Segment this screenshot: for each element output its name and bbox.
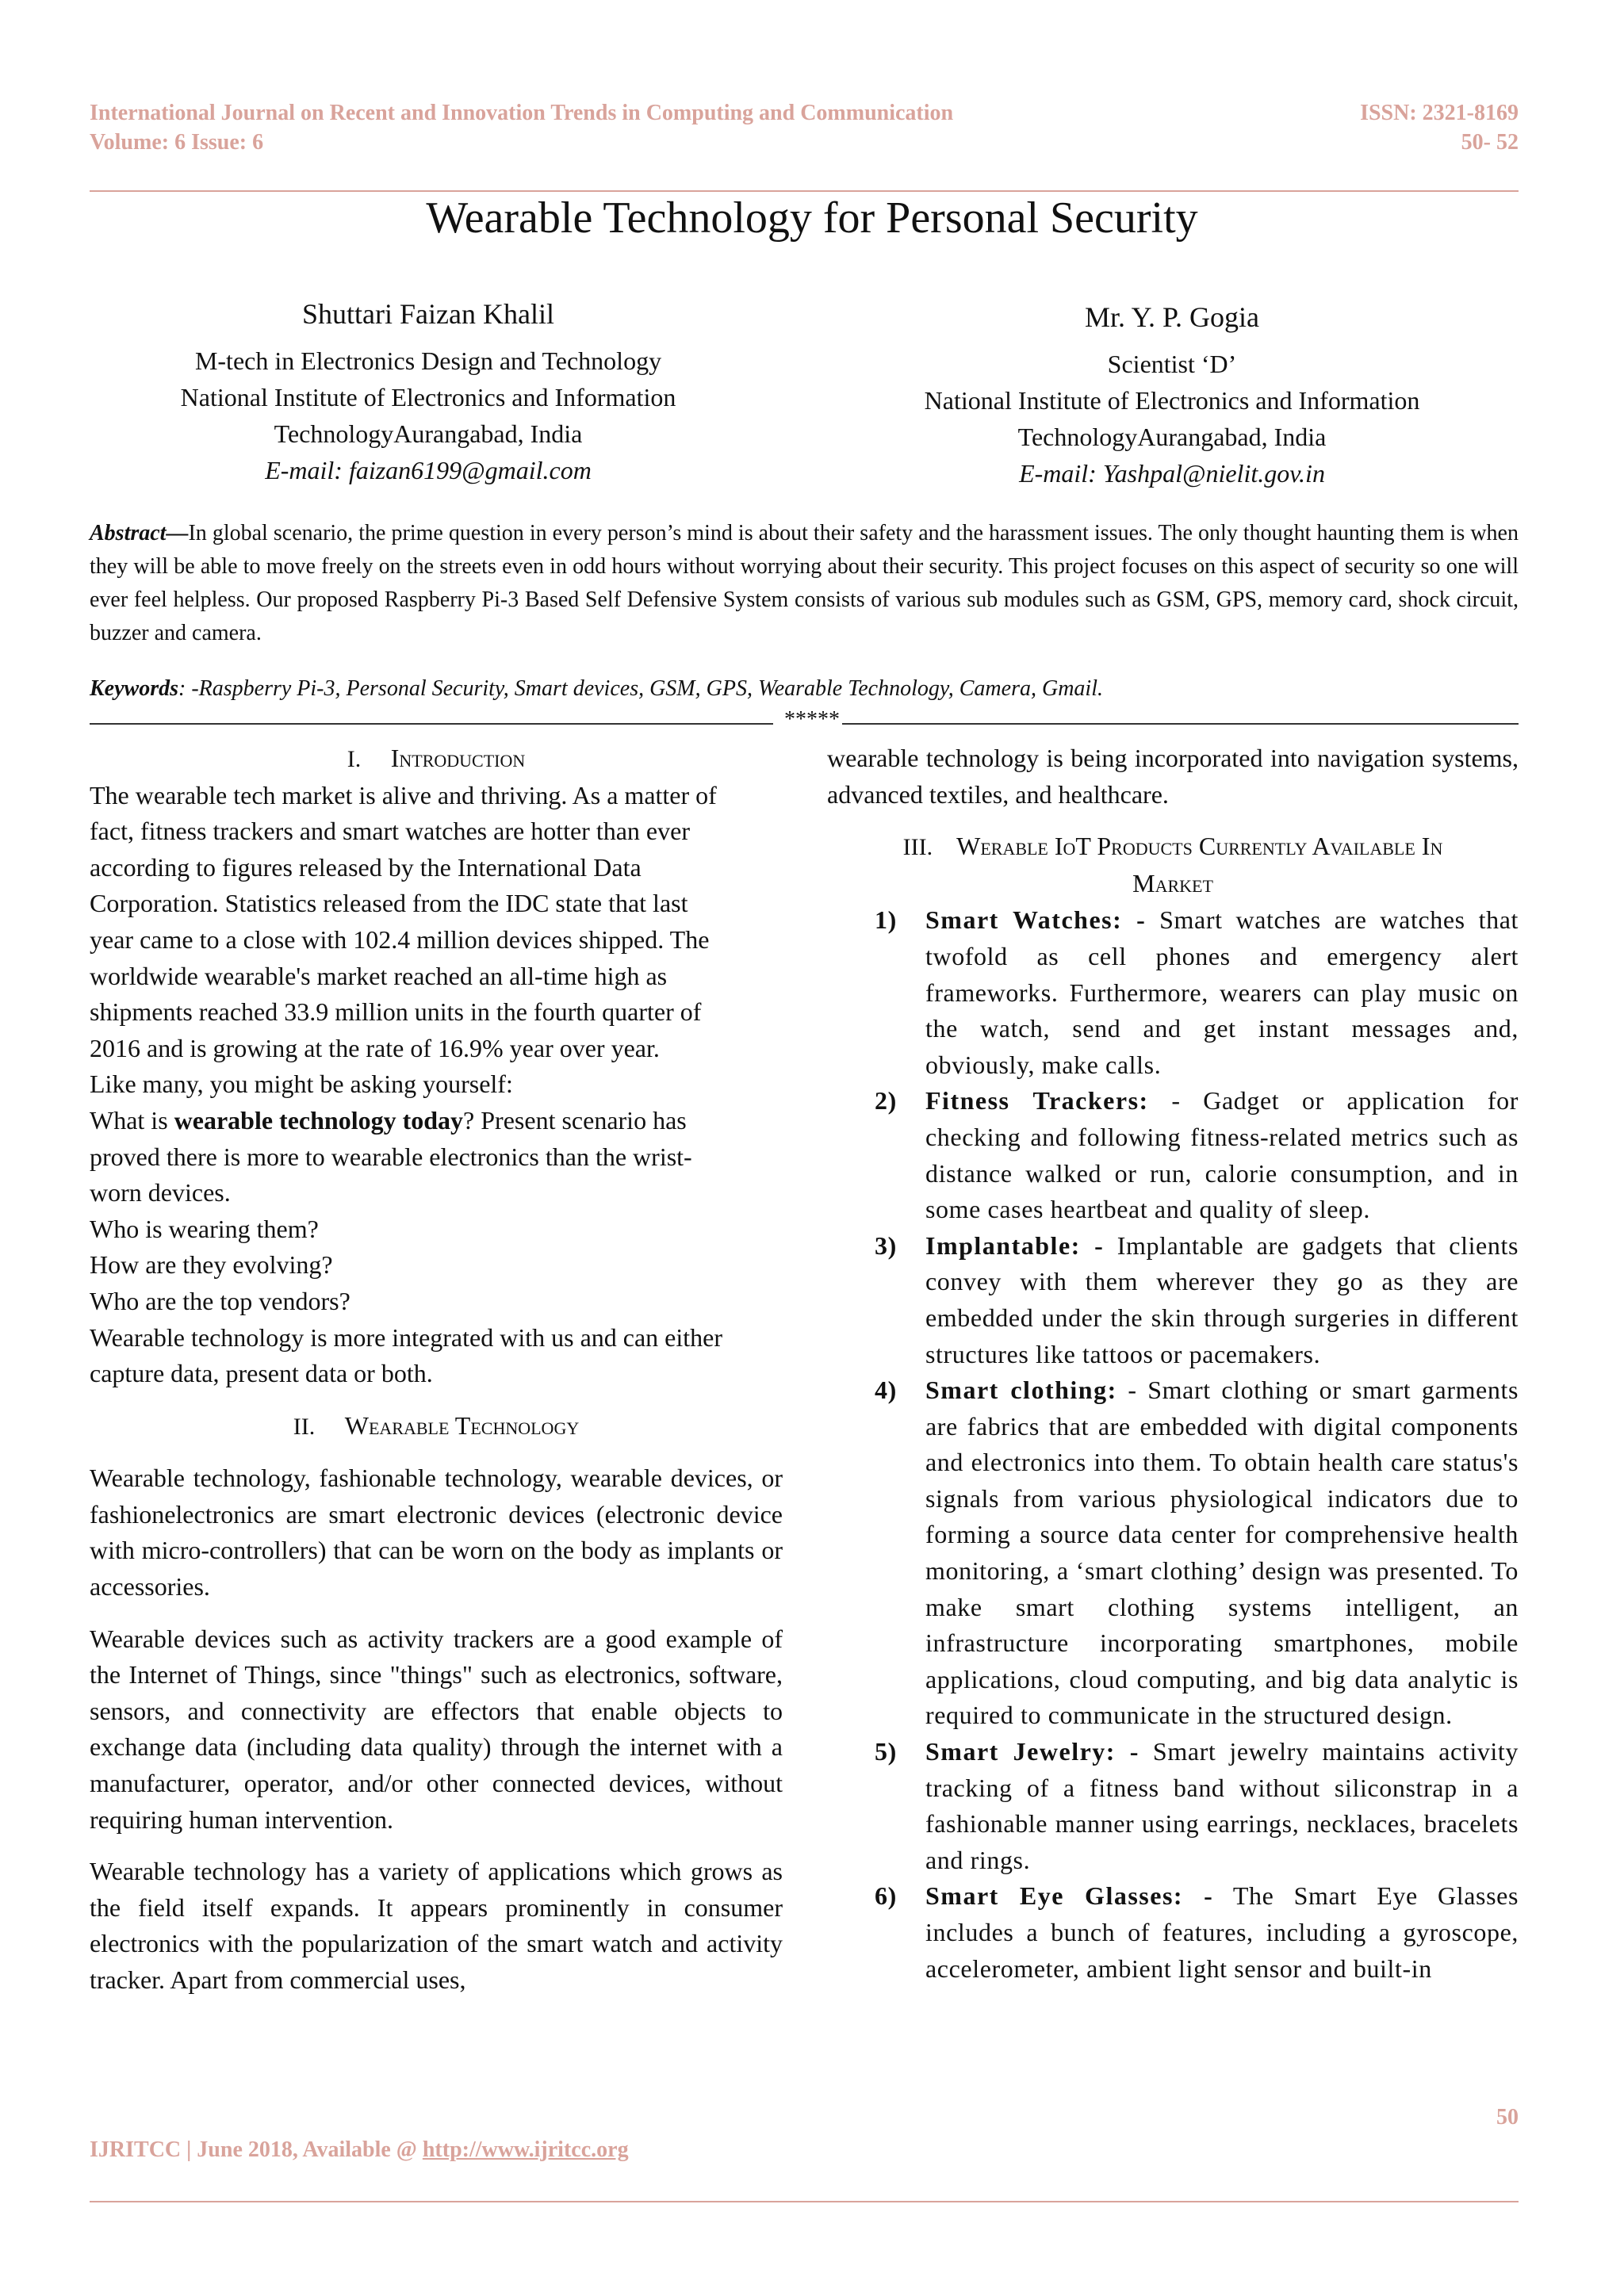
keywords-label: Keywords	[90, 676, 178, 701]
divider-right	[842, 723, 1519, 725]
section-title: Werable IoT Products Currently Available In	[956, 832, 1443, 861]
author-name: Shuttari Faizan Khalil	[302, 298, 554, 330]
page-range: 50- 52	[1461, 130, 1519, 155]
section-heading-introduction	[90, 740, 783, 778]
author-role: Scientist ‘D’	[1107, 350, 1237, 378]
author-location: TechnologyAurangabad, India	[1017, 423, 1327, 451]
item-number: 6)	[875, 1881, 897, 1911]
intro-line: The wearable tech market is alive and thriving. As a matter of	[90, 780, 717, 809]
list-item	[827, 1083, 1519, 1227]
item-term: Smart Eye Glasses: -	[925, 1881, 1214, 1911]
item-text: Smart watches are watches that twofold as cell phones and emergency alert frameworks. Furthermore, wearers can play music on the watch, send and get instant messages and, obviously, make calls.	[925, 905, 1519, 1079]
list-item	[827, 1878, 1519, 1987]
left-column	[90, 740, 783, 1999]
section-number: I.	[347, 746, 362, 772]
question-prefix: What is	[90, 1105, 174, 1135]
item-term: Smart clothing:	[925, 1376, 1117, 1405]
paragraph: Wearable technology, fashionable technology, wearable devices, or fashionelectronics are smart electronic devices (electronic device with micro-controllers) that can be worn on the body as implants or accessories.	[90, 1464, 783, 1601]
author-role: M-tech in Electronics Design and Technology	[194, 346, 662, 375]
section-heading-wearable-technology	[90, 1408, 783, 1445]
footer-rule	[90, 2201, 1519, 2202]
section-number: III.	[902, 834, 933, 861]
journal-header-meta	[1360, 98, 1519, 157]
intro-line: Who is wearing them?	[90, 1214, 319, 1243]
journal-volume: Volume: 6 Issue: 6	[90, 130, 264, 155]
author-email: E-mail: faizan6199@gmail.com	[265, 456, 592, 484]
item-number: 2)	[875, 1086, 897, 1115]
author-name: Mr. Y. P. Gogia	[1084, 301, 1260, 333]
item-text: Smart jewelry maintains activity tracking of a fitness band without siliconstrap in a fashionable manner using earrings, necklaces, bracelets and rings.	[925, 1737, 1519, 1874]
item-number: 5)	[875, 1737, 897, 1766]
author-block-2	[831, 297, 1513, 492]
section-title-continued: Market	[1132, 868, 1213, 897]
intro-line: Corporation. Statistics released from the IDC state that last	[90, 889, 688, 918]
item-text: - Gadget or application for checking and following fitness-related metrics such as distance walked or run, calorie consumption, and in some cases heartbeat and quality of sleep.	[925, 1086, 1519, 1224]
page-number: 50	[1496, 2105, 1519, 2130]
intro-line: proved there is more to wearable electronics than the wrist-	[90, 1142, 692, 1171]
item-text: The Smart Eye Glasses includes a bunch of features, including a gyroscope, accelerometer, ambient light sensor and built-in	[925, 1881, 1519, 1983]
list-item	[827, 1228, 1519, 1372]
paper-title: Wearable Technology for Personal Security	[426, 193, 1198, 243]
paragraph: Wearable technology has a variety of applications which grows as the field itself expands. It appears prominently in consumer electronics with the popularization of the smart watch and activity tracker. Apart from commercial uses,	[90, 1857, 783, 1994]
intro-line: fact, fitness trackers and smart watches are hotter than ever	[90, 817, 690, 846]
item-number: 3)	[875, 1230, 897, 1260]
item-text: Implantable are gadgets that clients convey with them wherever they go as they are embedded under the skin through surgeries in different structures like tattoos or pacemakers.	[925, 1230, 1519, 1368]
intro-line: shipments reached 33.9 million units in the fourth quarter of	[90, 997, 702, 1027]
list-item	[827, 1734, 1519, 1878]
footer-text: IJRITCC | June 2018, Available @	[90, 2137, 423, 2162]
item-term: Implantable: -	[925, 1230, 1105, 1260]
list-item	[827, 1372, 1519, 1734]
right-column	[827, 740, 1519, 1987]
journal-link[interactable]: http://www.ijritcc.org	[422, 2137, 629, 2162]
intro-question	[90, 1103, 783, 1139]
intro-line: worldwide wearable's market reached an all-time high as	[90, 961, 668, 990]
intro-line: Like many, you might be asking yourself:	[90, 1070, 513, 1099]
section-title: Wearable Technology	[344, 1410, 580, 1440]
keywords	[90, 672, 1519, 706]
intro-line: Wearable technology is more integrated with us and can either	[90, 1322, 723, 1352]
author-institution: National Institute of Electronics and Information	[180, 383, 676, 411]
author-location: TechnologyAurangabad, India	[274, 419, 583, 448]
intro-line: Who are the top vendors?	[90, 1286, 350, 1315]
author-email: E-mail: Yashpal@nielit.gov.in	[1019, 459, 1325, 488]
list-item	[827, 902, 1519, 1083]
section-separator: *****	[784, 707, 840, 732]
paragraph: Wearable devices such as activity trackers are a good example of the Internet of Things, since "things" such as electronics, software, sensors, and connectivity are effectors that enable objects to exchange data (including data quality) through the internet with a manufacturer, operator, and/or other connected devices, without requiring human intervention.	[90, 1624, 783, 1834]
item-text: - Smart clothing or smart garments are fabrics that are embedded with digital components and electronics into them. To obtain health care status's signals from various physiological indicators due to forming a source data center for comprehensive health monitoring, a ‘smart clothing’ design was presented. To make smart clothing systems intelligent, an infrastructure incorporating smartphones, mobile applications, cloud computing, and big data analytic is required to communicate in the structured design.	[925, 1376, 1519, 1730]
keywords-text: : -Raspberry Pi-3, Personal Security, Smart devices, GSM, GPS, Wearable Technology, Camera, Gmail.	[178, 676, 1103, 701]
item-term: Smart Watches: -	[925, 905, 1147, 935]
journal-name: International Journal on Recent and Innovation Trends in Computing and Communication	[90, 101, 954, 125]
footer	[90, 2136, 629, 2164]
intro-line: worn devices.	[90, 1178, 231, 1207]
author-block-1	[87, 293, 769, 488]
intro-line: year came to a close with 102.4 million devices shipped. The	[90, 924, 710, 954]
item-number: 4)	[875, 1376, 897, 1405]
product-list	[827, 902, 1519, 1987]
section-number: II.	[293, 1413, 316, 1440]
abstract	[90, 517, 1519, 650]
intro-line: 2016 and is growing at the rate of 16.9% year over year.	[90, 1033, 660, 1062]
abstract-label: Abstract—	[90, 521, 189, 545]
section-heading-iot-products	[827, 828, 1519, 902]
intro-line: according to figures released by the International Data	[90, 852, 642, 882]
issn: ISSN: 2321-8169	[1360, 101, 1519, 125]
intro-line: How are they evolving?	[90, 1250, 333, 1280]
paragraph-continuation: wearable technology is being incorporated into navigation systems, advanced textiles, and healthcare.	[827, 744, 1519, 809]
item-term: Smart Jewelry: -	[925, 1737, 1139, 1766]
item-number: 1)	[875, 905, 897, 935]
section-title: Introduction	[390, 744, 526, 772]
abstract-text: In global scenario, the prime question in every person’s mind is about their safety and the harassment issues. The only thought haunting them is when they will be able to move freely on the streets even in odd hours without worrying about their security. This project focuses on this aspect of security so one will ever feel helpless. Our proposed Raspberry Pi-3 Based Self Defensive System consists of various sub modules such as GSM, GPS, memory card, shock circuit, buzzer and camera.	[90, 521, 1519, 645]
question-bold: wearable technology today	[174, 1105, 464, 1135]
item-term: Fitness Trackers:	[925, 1086, 1149, 1115]
journal-header	[90, 98, 953, 157]
author-institution: National Institute of Electronics and Information	[924, 386, 1420, 415]
question-rest: ? Present scenario has	[463, 1105, 687, 1135]
intro-line: capture data, present data or both.	[90, 1359, 433, 1388]
